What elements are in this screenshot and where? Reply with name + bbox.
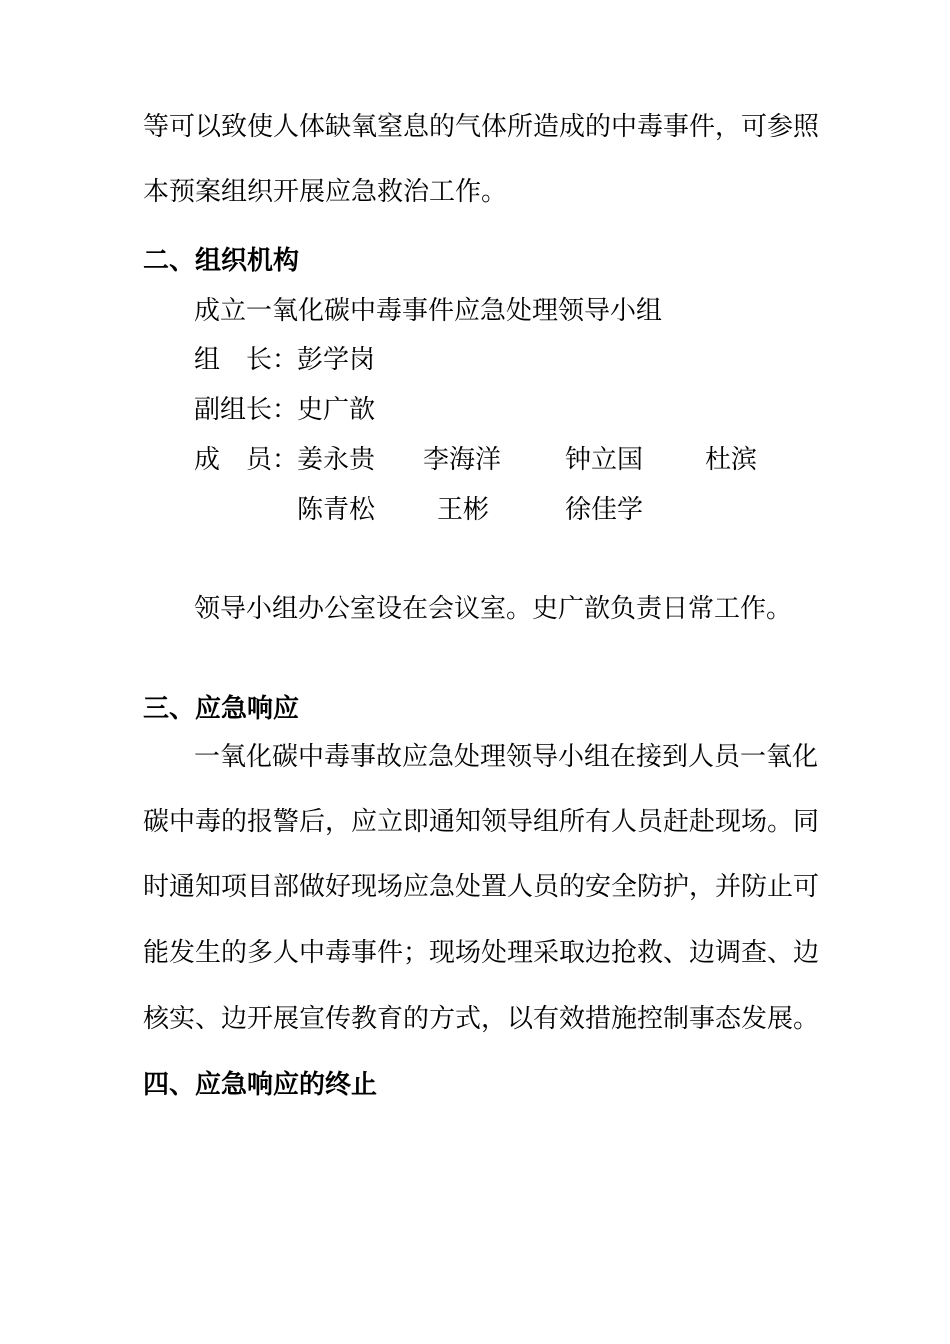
- member-name: 杜滨: [705, 445, 758, 475]
- deputy-label: 副组长：: [194, 395, 299, 425]
- paragraph-line: 时通知项目部做好现场应急处置人员的安全防护，并防止可: [143, 872, 820, 902]
- member-name: 王彬: [437, 495, 490, 525]
- paragraph-line: 碳中毒的报警后，应立即通知领导组所有人员赶赴现场。同: [143, 807, 820, 837]
- leader-label: 组 长：: [194, 345, 299, 375]
- intro-line-1: 等可以致使人体缺氧窒息的气体所造成的中毒事件，可参照: [143, 112, 820, 142]
- section-3-heading: 三、应急响应: [143, 694, 300, 724]
- members-label: 成 员：: [194, 445, 299, 475]
- intro-line-2: 本预案组织开展应急救治工作。: [143, 177, 508, 207]
- group-name: 成立一氧化碳中毒事件应急处理领导小组: [194, 296, 663, 326]
- office-note: 领导小组办公室设在会议室。史广歆负责日常工作。: [194, 594, 793, 624]
- deputy-name: 史广歆: [297, 395, 376, 425]
- section-4-heading: 四、应急响应的终止: [143, 1070, 378, 1100]
- member-name: 陈青松: [297, 495, 376, 525]
- member-name: 李海洋: [423, 445, 502, 475]
- paragraph-line: 核实、边开展宣传教育的方式，以有效措施控制事态发展。: [143, 1004, 820, 1034]
- member-name: 姜永贵: [297, 445, 376, 475]
- member-name: 徐佳学: [565, 495, 644, 525]
- paragraph-line: 一氧化碳中毒事故应急处理领导小组在接到人员一氧化: [194, 742, 819, 772]
- section-2-heading: 二、组织机构: [143, 246, 300, 276]
- paragraph-line: 能发生的多人中毒事件；现场处理采取边抢救、边调查、边: [143, 938, 820, 968]
- leader-name: 彭学岗: [297, 345, 376, 375]
- member-name: 钟立国: [565, 445, 644, 475]
